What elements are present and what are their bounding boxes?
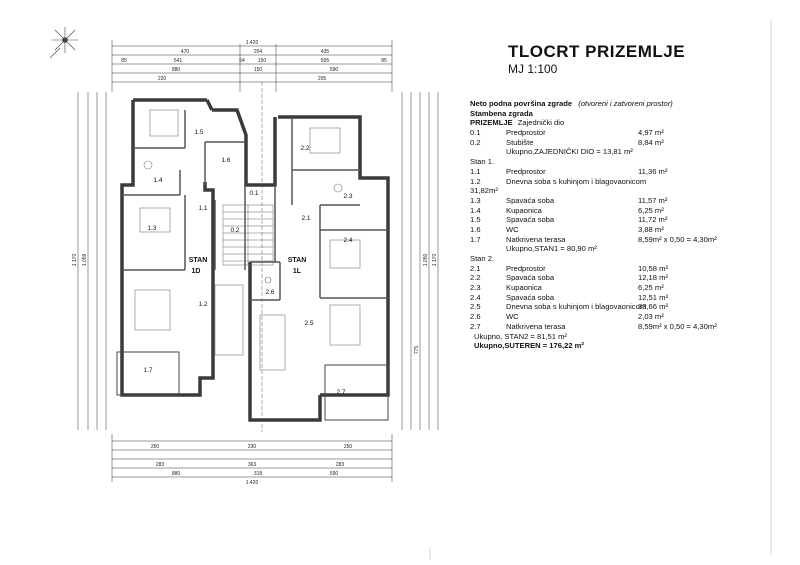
north-arrow-icon [50, 27, 78, 58]
legend-row-name: Dnevna soba s kuhinjom i blagovaonicom [506, 302, 647, 312]
dim-top-541: 541 [173, 58, 183, 64]
dim-top-150b: 150 [257, 58, 267, 64]
dim-bottom-overall: 1.420 [245, 480, 259, 486]
dim-bottom-250: 250 [150, 444, 160, 450]
legend-row-code: 0.2 [470, 137, 481, 147]
room-label-1-3: 1.3 [147, 225, 157, 232]
legend-row [470, 186, 770, 196]
legend-row-code: 1.1 [470, 166, 481, 176]
dim-top-205: 205 [317, 76, 327, 82]
legend-header-sub: (otvoreni i zatvoreni prostor) [578, 99, 673, 108]
bed-icon [330, 240, 360, 268]
dim-top-590: 590 [329, 67, 339, 73]
top-dimensions [112, 40, 392, 92]
dim-top-880: 880 [171, 67, 181, 73]
dim-bottom-250b: 250 [343, 444, 353, 450]
stan-right-sub: 1L [292, 268, 302, 275]
scale-label: MJ 1:100 [508, 62, 558, 76]
dim-bottom-283: 283 [155, 462, 165, 468]
legend-building: Stambena zgrada [470, 108, 533, 118]
legend-row-name: Dnevna soba s kuhinjom i blagovaonicom [506, 176, 647, 186]
stairs [223, 205, 273, 265]
dim-bottom-363: 363 [247, 462, 257, 468]
legend-row-area: 8,84 m² [638, 137, 664, 147]
legend-row-name: Predprostor [506, 166, 546, 176]
dim-top-470: 470 [180, 49, 190, 55]
room-label-1-5: 1.5 [194, 129, 204, 136]
legend-row-name: Spavaća soba [506, 215, 555, 225]
legend-row [470, 225, 770, 235]
legend-row-code: 2.6 [470, 312, 481, 322]
dim-top-85b: 85 [381, 58, 387, 64]
legend-header-row [470, 99, 770, 109]
legend-row-area: 12,18 m² [638, 273, 668, 283]
legend-row-area: 4,97 m² [638, 128, 664, 138]
legend-row-area: 3,88 m² [638, 224, 664, 234]
legend-row [470, 341, 770, 351]
legend-row-area: 11,72 m² [638, 215, 668, 225]
legend-row-code: 0.1 [470, 128, 481, 138]
legend-row-name: Spavaća soba [506, 195, 555, 205]
dim-top-150: 150 [253, 67, 263, 73]
legend-row [470, 157, 770, 167]
legend-row-code: 2.5 [470, 302, 481, 312]
room-label-2-3: 2.3 [343, 193, 353, 200]
room-label-0-2: 0.2 [230, 227, 240, 234]
dim-left-1059: 1.059 [82, 253, 88, 267]
dim-right-775: 775 [414, 345, 420, 355]
legend-row [470, 177, 770, 187]
dim-bottom-230: 230 [247, 444, 257, 450]
legend-row [470, 254, 770, 264]
legend-row [470, 147, 770, 157]
room-label-1-7: 1.7 [143, 367, 153, 374]
legend-row-code: Stan 1. [470, 157, 495, 167]
kitchen-counter-icon [260, 315, 285, 370]
legend-row-name: Ukupno,ZAJEDNIČKI DIO = 13,81 m² [506, 147, 633, 157]
stan-left-sub: 1D [191, 268, 201, 275]
legend-floor: PRIZEMLJE [470, 118, 513, 128]
legend-row-name: Ukupno, STAN2 = 81,51 m² [474, 331, 567, 341]
legend-row [470, 322, 770, 332]
legend-row [470, 138, 770, 148]
room-label-2-5: 2.5 [304, 320, 314, 327]
dim-top-220: 220 [157, 76, 167, 82]
legend-row-area: 2,03 m² [638, 312, 664, 322]
legend-row-code: 1.7 [470, 234, 481, 244]
toilet-icon [334, 184, 342, 192]
room-label-2-1: 2.1 [301, 215, 311, 222]
dim-top-85: 85 [121, 58, 127, 64]
dim-bottom-283b: 283 [335, 462, 345, 468]
legend-row-area: 11,57 m² [638, 195, 668, 205]
stan-left-label: STAN [188, 257, 208, 264]
legend-row-code: 2.4 [470, 292, 481, 302]
dining-table-icon [135, 290, 170, 330]
legend-row-code: 2.7 [470, 321, 481, 331]
room-label-2-7: 2.7 [336, 389, 346, 396]
legend-row-name: Ukupno,STAN1 = 80,90 m² [506, 244, 597, 254]
bed-icon [150, 110, 178, 136]
legend-row [470, 128, 770, 138]
toilet-icon [144, 161, 152, 169]
sofa-icon [330, 305, 360, 345]
legend-row [470, 264, 770, 274]
room-label-1-2: 1.2 [198, 301, 208, 308]
legend-row-name: Kupaonica [506, 205, 542, 215]
bottom-dimensions [112, 434, 392, 482]
legend-row-name: WC [506, 312, 519, 322]
legend-row-name: Natkrivena terasa [506, 321, 566, 331]
room-label-2-6: 2.6 [265, 289, 275, 296]
legend-row-area: 11,36 m² [638, 166, 668, 176]
room-label-2-2: 2.2 [300, 145, 310, 152]
bed-icon [310, 128, 340, 153]
legend-row-area: 12,51 m² [638, 292, 668, 302]
legend-row-name: Kupaonica [506, 283, 542, 293]
legend-row-code: 2.1 [470, 263, 481, 273]
legend-row-name: Predprostor [506, 263, 546, 273]
legend-row-area: 8,59m² x 0,50 = 4,30m² [638, 321, 717, 331]
dim-right-1170: 1.170 [432, 253, 438, 267]
legend-row-name: Natkrivena terasa [506, 234, 566, 244]
dim-bottom-318: 318 [253, 471, 263, 477]
legend-row-code: Stan 2. [470, 254, 495, 263]
legend-row-name: Ukupno,SUTEREN = 176,22 m² [474, 341, 584, 351]
legend-row-code: 1.5 [470, 215, 481, 225]
dim-top-overall: 1.420 [245, 40, 259, 46]
legend-row [470, 283, 770, 293]
legend-row-name: 31,82m² [470, 186, 498, 196]
legend-row-area: 33,66 m² [638, 302, 668, 312]
legend-row [470, 196, 770, 206]
legend-row-area: 6,25 m² [638, 283, 664, 293]
area-legend [470, 99, 770, 351]
legend-row-name: WC [506, 224, 519, 234]
legend-row [470, 293, 770, 303]
room-label-1-1: 1.1 [198, 205, 208, 212]
legend-floor-row [470, 118, 770, 128]
dim-bottom-590: 590 [329, 471, 339, 477]
legend-row [470, 235, 770, 245]
dim-top-505: 505 [320, 58, 330, 64]
legend-header: Neto podna površina zgrade [470, 99, 573, 108]
room-label-1-4: 1.4 [153, 177, 163, 184]
kitchen-counter-icon [215, 285, 243, 355]
legend-row [470, 302, 770, 312]
legend-row-code: 2.2 [470, 273, 481, 283]
legend-row-code: 1.3 [470, 195, 481, 205]
legend-row [470, 206, 770, 216]
legend-row [470, 167, 770, 177]
dim-right-1050: 1.050 [423, 253, 429, 267]
toilet-icon [265, 277, 271, 283]
legend-row-area: 10,58 m² [638, 263, 668, 273]
dim-top-435: 435 [320, 49, 330, 55]
dim-top-54: 54 [239, 58, 245, 64]
legend-row [470, 332, 770, 342]
dim-top-204: 204 [253, 49, 263, 55]
legend-rows [470, 128, 770, 351]
legend-row [470, 244, 770, 254]
legend-row-code: 2.3 [470, 283, 481, 293]
legend-row-code: 1.4 [470, 205, 481, 215]
legend-row-name: Predprostor [506, 128, 546, 138]
room-label-2-4: 2.4 [343, 237, 353, 244]
legend-row [470, 312, 770, 322]
legend-row-area: 8,59m² x 0,50 = 4,30m² [638, 234, 717, 244]
stan-right-label: STAN [287, 257, 307, 264]
legend-row-name: Spavaća soba [506, 273, 555, 283]
room-label-1-6: 1.6 [221, 157, 231, 164]
room-label-0-1: 0.1 [249, 190, 259, 197]
page-title: TLOCRT PRIZEMLJE [508, 42, 686, 61]
legend-row-area: 6,25 m² [638, 205, 664, 215]
dim-bottom-880: 880 [171, 471, 181, 477]
legend-row-name: Stubište [506, 137, 534, 147]
legend-row-code: 1.6 [470, 224, 481, 234]
legend-floor-sub: Zajednički dio [517, 118, 565, 128]
dim-left-1170: 1.170 [72, 253, 78, 267]
terrace-2-7 [325, 365, 388, 420]
legend-row [470, 273, 770, 283]
legend-row-name: Spavaća soba [506, 292, 555, 302]
legend-row [470, 215, 770, 225]
legend-row-code: 1.2 [470, 176, 481, 186]
